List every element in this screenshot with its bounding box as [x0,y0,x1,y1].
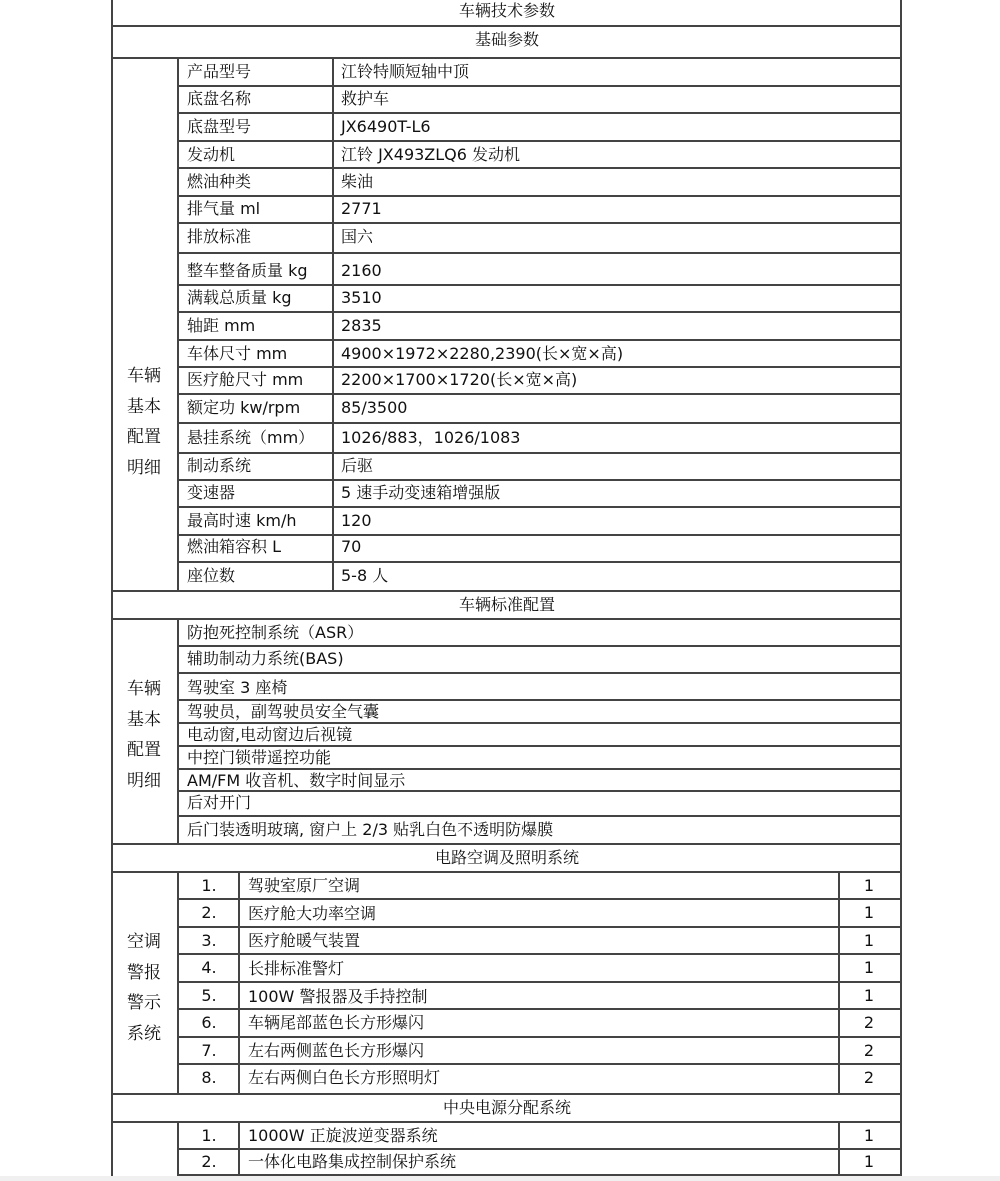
category-label-standard: 车辆 基本 配置 明细 [127,679,161,791]
param-value: 1026/883，1026/1083 [341,428,521,447]
param-value: 2771 [341,199,382,218]
param-value: 2835 [341,316,382,335]
row-divider [177,768,902,770]
row-divider [111,618,902,620]
row-divider [177,339,902,341]
row-divider [177,167,902,169]
param-value: 国六 [341,227,374,246]
item-number: 4. [201,958,217,977]
table-border-right [900,0,902,1176]
section-header-basic: 基础参数 [474,30,539,49]
row-divider [177,790,902,792]
item-quantity: 2 [863,1013,875,1032]
list-item: 驾驶室 3 座椅 [187,678,288,697]
row-divider [177,745,902,747]
param-label: 底盘名称 [187,89,252,108]
column-divider [177,57,179,590]
param-value: 2160 [341,261,382,280]
row-divider [177,561,902,563]
row-divider [177,1063,902,1065]
list-item: AM/FM 收音机、数字时间显示 [187,771,406,790]
param-label: 排气量 ml [187,199,261,218]
item-quantity: 1 [863,986,875,1005]
document-title: 车辆技术参数 [458,1,555,20]
column-divider [332,57,334,590]
param-value: 3510 [341,288,382,307]
param-value: 救护车 [341,89,390,108]
param-label: 满载总质量 kg [187,288,292,307]
param-label: 整车整备质量 kg [187,261,308,280]
list-item: 防抱死控制系统（ASR） [187,623,364,642]
item-name: 左右两侧白色长方形照明灯 [248,1068,441,1087]
row-divider [177,722,902,724]
item-number: 8. [201,1068,217,1087]
item-quantity: 2 [863,1068,875,1087]
param-label: 最高时速 km/h [187,511,297,530]
item-quantity: 1 [863,876,875,895]
item-name: 1000W 正旋波逆变器系统 [248,1126,438,1145]
list-item: 后对开门 [187,793,252,812]
param-label: 医疗舱尺寸 mm [187,370,304,389]
item-number: 1. [201,876,217,895]
row-divider [111,1093,902,1095]
param-label: 轴距 mm [187,316,256,335]
row-divider [177,815,902,817]
row-divider [177,672,902,674]
item-number: 3. [201,931,217,950]
param-value: 85/3500 [341,398,408,417]
param-value: 江铃 JX493ZLQ6 发动机 [341,145,521,164]
row-divider [177,222,902,224]
list-item: 后门装透明玻璃, 窗户上 2/3 贴乳白色不透明防爆膜 [187,820,554,839]
page-bottom-strip [0,1176,1000,1181]
item-quantity: 2 [863,1041,875,1060]
item-name: 一体化电路集成控制保护系统 [248,1152,457,1171]
row-divider [177,1008,902,1010]
item-name: 长排标准警灯 [248,959,345,978]
item-quantity: 1 [863,931,875,950]
item-name: 车辆尾部蓝色长方形爆闪 [248,1013,425,1032]
param-label: 发动机 [187,145,236,164]
item-name: 医疗舱暖气装置 [248,931,361,950]
row-divider [177,506,902,508]
row-divider [111,590,902,592]
param-label: 额定功 kw/rpm [187,398,301,417]
param-label: 变速器 [187,483,236,502]
item-name: 医疗舱大功率空调 [248,904,377,923]
param-value: 70 [341,537,362,556]
row-divider [111,871,902,873]
item-quantity: 1 [863,958,875,977]
param-label: 底盘型号 [187,117,252,136]
item-number: 2. [201,1152,217,1171]
param-value: 2200×1700×1720(长×宽×高) [341,370,578,389]
param-value: JX6490T-L6 [341,117,431,136]
param-label: 燃油种类 [187,172,252,191]
param-value: 5 速手动变速箱增强版 [341,483,501,502]
section-header-standard: 车辆标准配置 [458,595,555,614]
item-quantity: 1 [863,1152,875,1171]
row-divider [177,140,902,142]
param-value: 柴油 [341,172,374,191]
param-label: 排放标准 [187,227,252,246]
row-divider [177,422,902,424]
list-item: 驾驶员，副驾驶员安全气囊 [187,702,380,721]
row-divider [177,393,902,395]
row-divider [177,981,902,983]
item-number: 7. [201,1041,217,1060]
section-header-power: 中央电源分配系统 [442,1098,571,1117]
row-divider [111,57,902,59]
list-item: 辅助制动力系统(BAS) [187,649,344,668]
param-value: 120 [341,511,372,530]
row-divider [177,311,902,313]
param-label: 车体尺寸 mm [187,344,288,363]
row-divider [177,1148,902,1150]
item-number: 2. [201,903,217,922]
param-value: 4900×1972×2280,2390(长×宽×高) [341,344,624,363]
param-value: 江铃特顺短轴中顶 [341,62,470,81]
row-divider [111,1121,902,1123]
row-divider [177,452,902,454]
param-value: 后驱 [341,456,374,475]
param-label: 产品型号 [187,62,252,81]
item-quantity: 1 [863,903,875,922]
row-divider [177,479,902,481]
column-divider [177,618,179,843]
param-label: 燃油箱容积 L [187,537,282,556]
item-name: 左右两侧蓝色长方形爆闪 [248,1041,425,1060]
row-divider [111,843,902,845]
list-item: 中控门锁带遥控功能 [187,748,332,767]
row-divider [177,645,902,647]
item-name: 驾驶室原厂空调 [248,876,361,895]
category-label-basic: 车辆 基本 配置 明细 [127,366,161,478]
list-item: 电动窗,电动窗边后视镜 [187,725,353,744]
section-header-electric: 电路空调及照明系统 [434,848,579,867]
row-divider [177,112,902,114]
param-value: 5-8 人 [341,566,389,585]
row-divider [177,366,902,368]
item-name: 100W 警报器及手持控制 [248,987,428,1006]
row-divider [177,252,902,254]
row-divider [177,534,902,536]
row-divider [177,195,902,197]
item-quantity: 1 [863,1126,875,1145]
row-divider [177,1036,902,1038]
row-divider [177,953,902,955]
row-divider [177,926,902,928]
param-label: 悬挂系统（mm） [187,428,315,447]
param-label: 座位数 [187,566,236,585]
row-divider [177,85,902,87]
row-divider [111,25,902,27]
item-number: 6. [201,1013,217,1032]
item-number: 5. [201,986,217,1005]
item-number: 1. [201,1126,217,1145]
category-label-electric: 空调 警报 警示 系统 [127,932,161,1044]
row-divider [177,898,902,900]
row-divider [177,284,902,286]
row-divider [177,699,902,701]
param-label: 制动系统 [187,456,252,475]
table-border-left [111,0,113,1176]
